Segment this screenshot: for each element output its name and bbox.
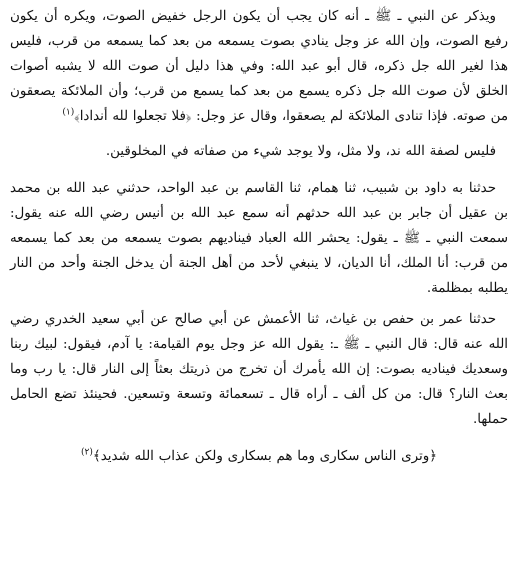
paragraph-voice-of-god [10,4,508,129]
paragraph-no-equal [10,139,508,164]
paragraph-text: ويذكر عن النبي ـ ﷺ ـ أنه كان يجب أن يكون الرجل خفيض الصوت، ويكره أن يكون رفيع الصوت، وإن الله عز وجل ينادي بصوت يسمعه من بعد كما يسمعه من قرب، فليس هذا لغير الله جل ذكره، قال أبو عبد الله: وفي هذا دليل أن صوت الله لا يشبه أصوات الخلق لأن صوت الله جل ذكره يسمع من بعد كما يسمع من قرب؛ وأن الملائكة يصعقون من صوته. فإذا تنادى الملائكة لم يصعقوا، وقال عز وجل: ﴿فلا تجعلوا لله أندادا﴾ [10,9,508,124]
paragraph-text: فليس لصفة الله ند، ولا مثل، ولا يوجد شيء من صفاته في المخلوقين. [105,144,496,159]
paragraph-hadith-abu-said [10,307,508,432]
footnote-marker: (١) [62,107,75,118]
footnote-marker: (٢) [80,447,93,458]
paragraph-text: حدثنا عمر بن حفص بن غياث، ثنا الأعمش عن أبي صالح عن أبي سعيد الخدري رضي الله عنه قال: قال النبي ـ ﷺ ـ: يقول الله عز وجل يوم القيامة: يا آدم، فيقول: لبيك ربنا وسعديك فيناديه بصوت: إن الله يأمرك أن تخرج من ذريتك بعثاً إلى النار قال: يا رب وما بعث النار؟ قال: من كل ألف ـ أراه قال ـ تسعمائة وتسعة وتسعين. فحينئذ تضع الحامل حملها. [10,312,508,427]
paragraph-hadith-jabir [10,176,508,301]
paragraph-text: ﴿وترى الناس سكارى وما هم بسكارى ولكن عذاب الله شديد﴾ [92,449,438,464]
paragraph-quran-verse [10,444,508,469]
paragraph-text: حدثنا به داود بن شبيب، ثنا همام، ثنا القاسم بن عبد الواحد، حدثني عبد الله بن محمد بن عقيل أن جابر بن عبد الله حدثهم أنه سمع عبد الله بن أنيس رضي الله عنه يقول: سمعت النبي ـ ﷺ ـ يقول: يحشر الله العباد فيناديهم بصوت يسمعه من بعد كما يسمعه من قرب: أنا الملك، أنا الديان، لا ينبغي لأحد من أهل الجنة أن يدخل الجنة وأحد من النار يطلبه بمظلمة. [10,181,508,296]
